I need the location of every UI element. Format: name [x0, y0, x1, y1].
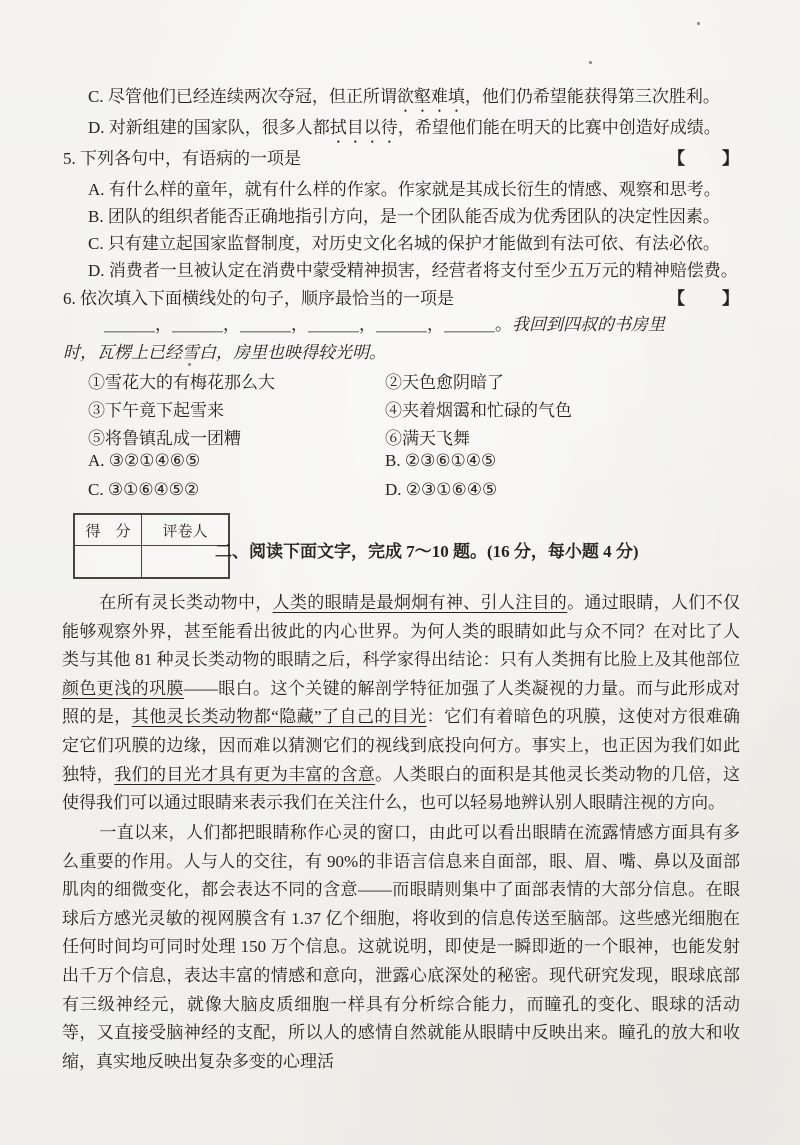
underlined-phrase: 颜色更浅的巩膜	[62, 678, 184, 698]
q6-sentence-item-2: ②天色愈阴暗了	[385, 373, 504, 392]
q5-stem: 5. 下列各句中，有语病的一项是	[63, 149, 301, 168]
underlined-phrase: 其他灵长类动物都“隐藏”了自己的目光	[131, 707, 427, 727]
q6-context-line: 时，瓦楞上已经雪白，房里也映得较光明。	[63, 343, 386, 362]
q6-answer-bracket: 【 】	[668, 289, 740, 308]
text-segment: 。人类眼白的面积是其他灵长类动物的几倍，这使得我们可以通过眼睛来表示我们在关注什么，也可以轻易地辨认别人眼睛注视的方向。	[62, 764, 741, 813]
text-segment: ＿＿＿，＿＿＿，＿＿＿，＿＿＿，＿＿＿，＿＿＿。	[104, 315, 512, 334]
text-segment: C. 尽管他们已经连续两次夺冠，但正所谓	[88, 87, 397, 106]
q6-answer-options	[88, 451, 497, 509]
score-table	[73, 513, 230, 579]
section-heading: 二、阅读下面文字，完成 7～10 题。(16 分，每小题 4 分)	[215, 542, 639, 561]
q6-sentence-item-6: ⑥满天飞舞	[385, 429, 470, 448]
score-cell-empty	[75, 546, 142, 577]
q4-option-d	[88, 116, 721, 147]
emphasized-idiom: 拭目以待	[329, 118, 398, 137]
text-segment: D. 对新组建的国家队，很多人都	[88, 118, 330, 137]
emphasized-idiom: 欲壑难填	[396, 87, 465, 106]
scan-speck	[697, 22, 700, 25]
text-segment: 在所有灵长类动物中，	[99, 593, 273, 612]
underlined-phrase: 我们的目光才具有更为丰富的含意	[114, 764, 376, 784]
q6-stem-row	[63, 287, 740, 311]
scan-speck	[589, 61, 592, 64]
q6-sentence-item-5: ⑤将鲁镇乱成一团糟	[88, 429, 241, 448]
q6-sentence-item-4: ④夹着烟霭和忙碌的气色	[385, 401, 572, 420]
score-header-grader: 评卷人	[142, 515, 228, 546]
q6-sentence-item-1: ①雪花大的有梅花那么大	[88, 373, 275, 392]
text-segment: ——眼白。这个关键的解剖学特征加强了人类凝视的力量。而与此形成对照的是，	[62, 678, 741, 727]
score-header-score: 得 分	[75, 515, 142, 546]
underlined-phrase: 人类的眼睛是最炯炯有神、引人注目的	[272, 593, 568, 612]
q5-stem-row	[63, 147, 740, 171]
passage-paragraph-1	[62, 589, 740, 818]
q6-sentence-items	[88, 368, 572, 452]
q6-sentence-item-3: ③下午竟下起雪来	[88, 401, 224, 420]
q6-stem: 6. 依次填入下面横线处的句子，顺序最恰当的一项是	[63, 289, 454, 308]
q6-answer-b: B. ②③⑥①④⑤	[385, 451, 497, 470]
q4-option-c	[88, 85, 720, 116]
q6-answer-a: A. ③②①④⑥⑤	[88, 451, 201, 470]
q6-answer-d: D. ②③①⑥④⑤	[385, 480, 498, 499]
text-segment: ，他们仍希望能获得第三次胜利。	[464, 87, 720, 106]
q5-option-a: A. 有什么样的童年，就有什么样的作家。作家就是其成长衍生的情感、观察和思考。	[88, 180, 721, 199]
q5-option-d: D. 消费者一旦被认定在消费中蒙受精神损害，经营者将支付至少五万元的精神赔偿费。	[88, 261, 738, 280]
q6-answer-c: C. ③①⑥④⑤②	[88, 480, 200, 499]
q5-answer-bracket: 【 】	[668, 149, 740, 168]
passage-paragraph-2	[62, 819, 740, 1076]
q6-fill-line	[104, 313, 665, 337]
text-segment: ，希望他们能在明天的比赛中创造好成绩。	[397, 118, 721, 137]
text-segment: ：它们有着暗色的巩膜，这使对方很难确定它们巩膜的边缘，因而难以猜测它们的视线到底投向何方。事实上，也正因为我们如此独特，	[62, 707, 741, 784]
q5-option-c: C. 只有建立起国家监督制度，对历史文化名城的保护才能做到有法可依、有法必依。	[88, 234, 720, 253]
text-segment: 我回到四叔的书房里	[512, 315, 665, 334]
text-segment: 一直以来，人们都把眼睛称作心灵的窗口，由此可以看出眼睛在流露情感方面具有多么重要的作用。人与人的交往，有 90%的非语言信息来自面部，眼、眉、嘴、鼻以及面部肌肉的细微变化，都会表达不同的含意——而眼睛则集中了面部表情的大部分信息。在眼球后方感光灵敏的视网膜含有 1.37 亿个细胞，将收到的信息传送至脑部。这些感光细胞在任何时间均可同时处理 150 万个信息。这就说明，即使是一瞬即逝的一个眼神，也能发射出千万个信息，表达丰富的情感和意向，泄露心底深处的秘密。现代研究发现，眼球底部有三级神经元，就像大脑皮质细胞一样具有分析综合能力，而瞳孔的变化、眼球的活动等，又直接受脑神经的支配，所以人的感情自然就能从眼睛中反映出来。瞳孔的放大和收缩，真实地反映出复杂多变的心理活	[62, 823, 740, 1071]
q5-option-b: B. 团队的组织者能否正确地指引方向，是一个团队能否成为优秀团队的决定性因素。	[88, 207, 720, 226]
text-segment: 。通过眼睛，人们不仅能够观察外界，甚至能看出彼此的内心世界。为何人类的眼睛如此与众不同？在对比了人类与其他 81 种灵长类动物的眼睛之后，科学家得出结论：只有人类拥有比脸上及其他部位	[62, 593, 741, 670]
